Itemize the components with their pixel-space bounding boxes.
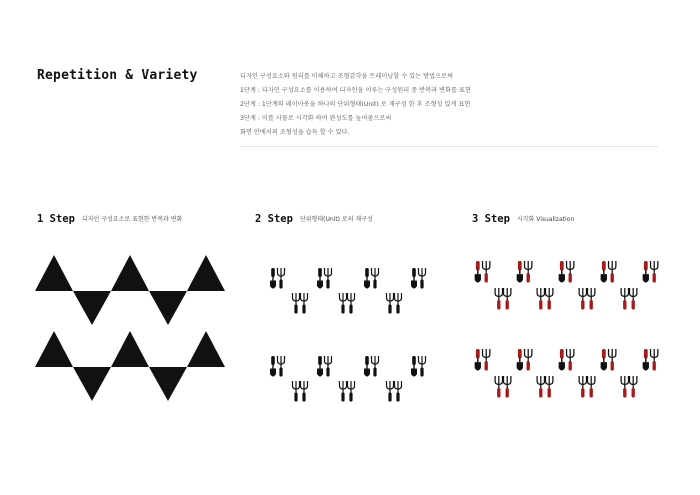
fork-icon [395, 293, 402, 314]
triangle-down [149, 367, 187, 401]
fork-icon [293, 293, 300, 314]
fork-icon [483, 349, 490, 371]
fork-icon [483, 261, 490, 283]
fork-icon [395, 381, 402, 402]
fork-icon [630, 288, 637, 310]
description-line: 1단계 : 디자인 구성요소를 이용하여 디자인을 이루는 구성원리 중 반복과 변화를 표현 [240, 87, 471, 94]
shovel-icon [643, 349, 649, 371]
shovel-icon [317, 356, 323, 377]
fork-icon [387, 293, 394, 314]
step-1-caption: 디자인 구성요소로 표현한 반복과 변화 [81, 216, 183, 223]
fork-icon [340, 381, 347, 402]
shovel-icon [517, 261, 523, 283]
fork-icon [621, 288, 628, 310]
fork-icon [504, 288, 511, 310]
step-3-caption: 시각화 Visualization [516, 216, 575, 223]
fork-icon [651, 261, 658, 283]
triangle-up [35, 255, 73, 291]
step-2-heading [255, 207, 373, 226]
divider [240, 146, 658, 147]
shovel-icon [364, 268, 370, 289]
fork-icon [651, 349, 658, 371]
triangle-up [111, 255, 149, 291]
shovel-icon [601, 261, 607, 283]
fork-icon [348, 381, 355, 402]
triangle-up [187, 255, 225, 291]
shovel-icon [475, 349, 481, 371]
step-2-caption: 단위형태(Unit) 로의 재구성 [299, 216, 373, 223]
fork-icon [546, 288, 553, 310]
fork-icon [325, 356, 332, 377]
fork-icon [325, 268, 332, 289]
fork-icon [537, 288, 544, 310]
fork-icon [525, 349, 532, 371]
shovel-icon [559, 349, 565, 371]
shovel-icon [411, 268, 417, 289]
fork-icon [504, 376, 511, 398]
triangle-up [35, 331, 73, 367]
page-title: Repetition & Variety [37, 68, 198, 83]
triangle-up [111, 331, 149, 367]
triangle-up [187, 331, 225, 367]
fork-icon [495, 288, 502, 310]
fork-icon [630, 376, 637, 398]
triangle-down [149, 291, 187, 325]
triangle-down [73, 367, 111, 401]
fork-icon [579, 288, 586, 310]
fork-icon [567, 349, 574, 371]
fork-icon [588, 376, 595, 398]
fork-icon [301, 381, 308, 402]
fork-icon [387, 381, 394, 402]
shovel-icon [475, 261, 481, 283]
shovel-icon [364, 356, 370, 377]
shovel-icon [317, 268, 323, 289]
fork-icon [495, 376, 502, 398]
fork-icon [579, 376, 586, 398]
fork-icon [588, 288, 595, 310]
fork-icon [546, 376, 553, 398]
fork-icon [525, 261, 532, 283]
step-2-tool-pattern [265, 262, 435, 407]
shovel-icon [601, 349, 607, 371]
step-3-tool-pattern [470, 258, 665, 410]
shovel-icon [643, 261, 649, 283]
fork-icon [372, 268, 379, 289]
step-3-heading [472, 207, 574, 226]
description [240, 70, 660, 140]
fork-icon [340, 293, 347, 314]
fork-icon [301, 293, 308, 314]
fork-icon [609, 261, 616, 283]
step-1-heading [37, 207, 182, 226]
description-line: 3단계 : 이를 사물로 시각화 하여 완성도를 높여줌으로써 [240, 115, 392, 122]
fork-icon [278, 268, 285, 289]
fork-icon [278, 356, 285, 377]
description-line: 2단계 : 1단계의 레이아웃을 하나의 단위형태(Unit) 로 재구성 한 후 조형성 있게 표현 [240, 101, 471, 108]
fork-icon [372, 356, 379, 377]
fork-icon [621, 376, 628, 398]
shovel-icon [559, 261, 565, 283]
triangle-down [73, 291, 111, 325]
shovel-icon [411, 356, 417, 377]
fork-icon [293, 381, 300, 402]
description-line: 디자인 구성요소와 원리를 이해하고 조형감각을 트레이닝할 수 있는 방법으로써 [240, 73, 453, 80]
fork-icon [567, 261, 574, 283]
shovel-icon [517, 349, 523, 371]
shovel-icon [270, 268, 276, 289]
step-3-number: 3 Step [472, 213, 510, 225]
fork-icon [419, 268, 426, 289]
step-1-triangle-pattern [35, 255, 230, 405]
step-1-number: 1 Step [37, 213, 75, 225]
step-2-number: 2 Step [255, 213, 293, 225]
shovel-icon [270, 356, 276, 377]
fork-icon [609, 349, 616, 371]
description-line: 화면 안에서의 조형성을 습득 할 수 있다. [240, 129, 350, 136]
fork-icon [348, 293, 355, 314]
fork-icon [537, 376, 544, 398]
fork-icon [419, 356, 426, 377]
